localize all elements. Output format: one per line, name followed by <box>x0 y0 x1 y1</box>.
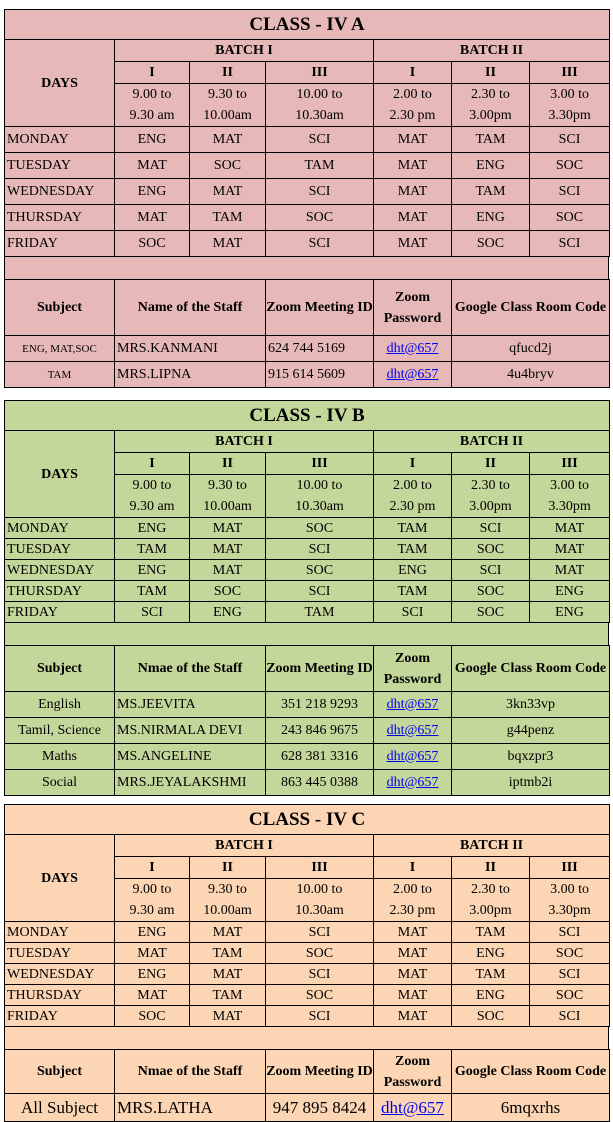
period-time: 9.30 to 10.00am <box>190 475 266 518</box>
period-time: 9.00 to 9.30 am <box>115 475 190 518</box>
table-row <box>5 922 610 943</box>
subject-cell: MAT <box>374 231 452 257</box>
period-header: III <box>266 62 374 84</box>
staff-subject: TAM <box>5 362 115 388</box>
subject-cell: SOC <box>266 943 374 964</box>
day-name: MONDAY <box>5 127 115 153</box>
staff-header: Nmae of the Staff <box>115 646 266 692</box>
subject-cell: TAM <box>374 581 452 602</box>
classroom-code: bqxzpr3 <box>452 744 610 770</box>
staff-header: Zoom Password <box>374 646 452 692</box>
table-row <box>5 518 610 539</box>
subject-cell: ENG <box>115 518 190 539</box>
subject-cell: MAT <box>374 922 452 943</box>
classroom-code: iptmb2i <box>452 770 610 796</box>
subject-cell: MAT <box>190 539 266 560</box>
subject-cell: ENG <box>530 581 610 602</box>
zoom-password-link[interactable]: dht@657 <box>386 774 439 790</box>
subject-cell: TAM <box>452 922 530 943</box>
table-row <box>5 362 610 388</box>
subject-cell: MAT <box>115 153 190 179</box>
subject-cell: SOC <box>266 985 374 1006</box>
table-row <box>5 560 610 581</box>
subject-cell: ENG <box>374 560 452 581</box>
period-time: 10.00 to 10.30am <box>266 475 374 518</box>
period-header: I <box>374 857 452 879</box>
table-row <box>5 692 610 718</box>
subject-cell: MAT <box>374 205 452 231</box>
period-time: 3.00 to 3.30pm <box>530 879 610 922</box>
subject-cell: SCI <box>452 560 530 581</box>
staff-name: MS.ANGELINE <box>115 744 266 770</box>
subject-cell: MAT <box>115 205 190 231</box>
table-row <box>5 127 610 153</box>
days-header: DAYS <box>5 40 115 127</box>
subject-cell: SOC <box>190 581 266 602</box>
subject-cell: SCI <box>374 602 452 623</box>
zoom-password-link[interactable]: dht@657 <box>386 722 439 738</box>
table-row <box>5 985 610 1006</box>
subject-cell: SCI <box>266 231 374 257</box>
zoom-password-cell <box>374 362 452 388</box>
period-header: I <box>115 857 190 879</box>
subject-cell: MAT <box>190 964 266 985</box>
zoom-password-link[interactable]: dht@657 <box>386 366 439 382</box>
subject-cell: TAM <box>115 581 190 602</box>
table-row <box>5 770 610 796</box>
days-header: DAYS <box>5 431 115 518</box>
subject-cell: TAM <box>452 964 530 985</box>
day-name: THURSDAY <box>5 985 115 1006</box>
day-name: FRIDAY <box>5 1006 115 1027</box>
subject-cell: SCI <box>115 602 190 623</box>
period-time: 2.00 to 2.30 pm <box>374 879 452 922</box>
zoom-password-cell <box>374 692 452 718</box>
zoom-password-cell <box>374 770 452 796</box>
subject-cell: SOC <box>266 560 374 581</box>
staff-subject: Tamil, Science <box>5 718 115 744</box>
period-header: II <box>190 453 266 475</box>
table-row <box>5 943 610 964</box>
subject-cell: TAM <box>374 518 452 539</box>
period-header: I <box>115 453 190 475</box>
classroom-code: qfucd2j <box>452 336 610 362</box>
table-row <box>5 581 610 602</box>
subject-cell: MAT <box>530 539 610 560</box>
staff-header: Google Class Room Code <box>452 1050 610 1094</box>
table-row <box>5 1094 610 1122</box>
staff-header: Nmae of the Staff <box>115 1050 266 1094</box>
section-spacer <box>4 1027 609 1049</box>
subject-cell: TAM <box>452 179 530 205</box>
subject-cell: SOC <box>530 985 610 1006</box>
period-header: II <box>452 857 530 879</box>
class-title: CLASS - IV C <box>5 805 610 835</box>
day-name: MONDAY <box>5 518 115 539</box>
table-row <box>5 964 610 985</box>
day-name: WEDNESDAY <box>5 964 115 985</box>
subject-cell: MAT <box>374 964 452 985</box>
subject-cell: SOC <box>530 943 610 964</box>
table-row <box>5 718 610 744</box>
class-iv-b-staff-table <box>4 645 610 796</box>
day-name: FRIDAY <box>5 231 115 257</box>
subject-cell: TAM <box>374 539 452 560</box>
subject-cell: ENG <box>115 922 190 943</box>
subject-cell: MAT <box>374 153 452 179</box>
subject-cell: MAT <box>374 127 452 153</box>
batch-1-header: BATCH I <box>115 40 374 62</box>
class-iv-a-section <box>4 9 609 388</box>
subject-cell: SCI <box>266 539 374 560</box>
subject-cell: MAT <box>374 1006 452 1027</box>
zoom-password-cell <box>374 718 452 744</box>
table-row <box>5 1006 610 1027</box>
subject-cell: MAT <box>374 179 452 205</box>
day-name: TUESDAY <box>5 539 115 560</box>
period-time: 10.00 to 10.30am <box>266 84 374 127</box>
staff-header: Zoom Meeting ID <box>266 1050 374 1094</box>
staff-name: MRS.KANMANI <box>115 336 266 362</box>
staff-name: MS.JEEVITA <box>115 692 266 718</box>
zoom-password-link[interactable]: dht@657 <box>386 340 439 356</box>
period-time: 2.00 to 2.30 pm <box>374 475 452 518</box>
subject-cell: SOC <box>530 153 610 179</box>
period-header: II <box>190 62 266 84</box>
subject-cell: ENG <box>452 153 530 179</box>
period-header: I <box>374 62 452 84</box>
subject-cell: SOC <box>115 231 190 257</box>
subject-cell: ENG <box>530 602 610 623</box>
zoom-password-cell <box>374 1094 452 1122</box>
subject-cell: SCI <box>530 179 610 205</box>
subject-cell: MAT <box>115 985 190 1006</box>
staff-name: MRS.LATHA <box>115 1094 266 1122</box>
subject-cell: SCI <box>266 179 374 205</box>
day-name: THURSDAY <box>5 205 115 231</box>
subject-cell: MAT <box>190 922 266 943</box>
subject-cell: MAT <box>190 1006 266 1027</box>
staff-header: Zoom Password <box>374 280 452 336</box>
batch-1-header: BATCH I <box>115 835 374 857</box>
subject-cell: SOC <box>190 153 266 179</box>
subject-cell: SCI <box>266 581 374 602</box>
day-name: FRIDAY <box>5 602 115 623</box>
staff-name: MRS.LIPNA <box>115 362 266 388</box>
class-iv-c-section <box>4 804 609 1122</box>
staff-header: Zoom Meeting ID <box>266 280 374 336</box>
zoom-meeting-id: 628 381 3316 <box>266 744 374 770</box>
section-spacer <box>4 257 609 279</box>
classroom-code: 3kn33vp <box>452 692 610 718</box>
staff-header: Subject <box>5 280 115 336</box>
batch-2-header: BATCH II <box>374 40 610 62</box>
staff-subject: Maths <box>5 744 115 770</box>
classroom-code: g44penz <box>452 718 610 744</box>
batch-1-header: BATCH I <box>115 431 374 453</box>
subject-cell: SOC <box>452 231 530 257</box>
subject-cell: SOC <box>452 1006 530 1027</box>
subject-cell: ENG <box>190 602 266 623</box>
staff-header: Name of the Staff <box>115 280 266 336</box>
subject-cell: TAM <box>452 127 530 153</box>
period-time: 2.00 to 2.30 pm <box>374 84 452 127</box>
staff-subject: ENG, MAT,SOC <box>5 336 115 362</box>
subject-cell: MAT <box>374 985 452 1006</box>
subject-cell: SCI <box>452 518 530 539</box>
day-name: TUESDAY <box>5 943 115 964</box>
staff-subject: Social <box>5 770 115 796</box>
zoom-password-link[interactable]: dht@657 <box>386 696 439 712</box>
subject-cell: MAT <box>530 518 610 539</box>
days-header: DAYS <box>5 835 115 922</box>
subject-cell: SOC <box>452 539 530 560</box>
classroom-code: 6mqxrhs <box>452 1094 610 1122</box>
class-iv-a-staff-table <box>4 279 610 388</box>
subject-cell: MAT <box>530 560 610 581</box>
day-name: TUESDAY <box>5 153 115 179</box>
day-name: WEDNESDAY <box>5 179 115 205</box>
subject-cell: TAM <box>115 539 190 560</box>
subject-cell: ENG <box>115 560 190 581</box>
staff-name: MRS.JEYALAKSHMI <box>115 770 266 796</box>
period-time: 3.00 to 3.30pm <box>530 84 610 127</box>
zoom-meeting-id: 624 744 5169 <box>266 336 374 362</box>
class-iv-b-section <box>4 400 609 796</box>
subject-cell: SCI <box>530 1006 610 1027</box>
subject-cell: SCI <box>530 231 610 257</box>
period-header: II <box>452 453 530 475</box>
subject-cell: TAM <box>190 205 266 231</box>
subject-cell: MAT <box>190 518 266 539</box>
staff-header: Zoom Password <box>374 1050 452 1094</box>
table-row <box>5 153 610 179</box>
zoom-meeting-id: 947 895 8424 <box>266 1094 374 1122</box>
subject-cell: ENG <box>452 943 530 964</box>
subject-cell: SOC <box>266 518 374 539</box>
subject-cell: ENG <box>115 179 190 205</box>
period-header: I <box>115 62 190 84</box>
subject-cell: TAM <box>190 985 266 1006</box>
period-time: 3.00 to 3.30pm <box>530 475 610 518</box>
staff-header: Subject <box>5 1050 115 1094</box>
subject-cell: MAT <box>190 127 266 153</box>
class-title: CLASS - IV A <box>5 10 610 40</box>
period-header: II <box>190 857 266 879</box>
period-time: 2.30 to 3.00pm <box>452 879 530 922</box>
subject-cell: SOC <box>266 205 374 231</box>
period-time: 9.30 to 10.00am <box>190 84 266 127</box>
batch-2-header: BATCH II <box>374 431 610 453</box>
table-row <box>5 602 610 623</box>
subject-cell: SCI <box>266 1006 374 1027</box>
section-spacer <box>4 623 609 645</box>
staff-header: Google Class Room Code <box>452 646 610 692</box>
subject-cell: MAT <box>190 179 266 205</box>
subject-cell: MAT <box>190 560 266 581</box>
class-iv-c-staff-table <box>4 1049 610 1122</box>
day-name: WEDNESDAY <box>5 560 115 581</box>
subject-cell: MAT <box>190 231 266 257</box>
period-header: III <box>530 857 610 879</box>
subject-cell: MAT <box>115 943 190 964</box>
zoom-password-link[interactable]: dht@657 <box>381 1097 444 1117</box>
subject-cell: SCI <box>530 964 610 985</box>
zoom-meeting-id: 351 218 9293 <box>266 692 374 718</box>
zoom-password-cell <box>374 336 452 362</box>
subject-cell: ENG <box>115 127 190 153</box>
subject-cell: SOC <box>452 581 530 602</box>
class-iv-a-timetable <box>4 9 610 257</box>
staff-subject: English <box>5 692 115 718</box>
table-row <box>5 744 610 770</box>
table-row <box>5 205 610 231</box>
class-iv-b-timetable <box>4 400 610 623</box>
subject-cell: TAM <box>266 153 374 179</box>
period-time: 9.30 to 10.00am <box>190 879 266 922</box>
subject-cell: ENG <box>115 964 190 985</box>
class-title: CLASS - IV B <box>5 401 610 431</box>
period-header: II <box>452 62 530 84</box>
zoom-meeting-id: 243 846 9675 <box>266 718 374 744</box>
day-name: THURSDAY <box>5 581 115 602</box>
table-row <box>5 231 610 257</box>
period-time: 10.00 to 10.30am <box>266 879 374 922</box>
zoom-password-link[interactable]: dht@657 <box>386 748 439 764</box>
classroom-code: 4u4bryv <box>452 362 610 388</box>
staff-name: MS.NIRMALA DEVI <box>115 718 266 744</box>
subject-cell: SCI <box>266 922 374 943</box>
period-time: 9.00 to 9.30 am <box>115 879 190 922</box>
subject-cell: SOC <box>530 205 610 231</box>
subject-cell: SOC <box>452 602 530 623</box>
class-iv-c-timetable <box>4 804 610 1027</box>
period-header: III <box>266 857 374 879</box>
subject-cell: TAM <box>190 943 266 964</box>
period-time: 2.30 to 3.00pm <box>452 475 530 518</box>
subject-cell: ENG <box>452 985 530 1006</box>
subject-cell: SOC <box>115 1006 190 1027</box>
staff-header: Zoom Meeting ID <box>266 646 374 692</box>
subject-cell: SCI <box>530 922 610 943</box>
day-name: MONDAY <box>5 922 115 943</box>
table-row <box>5 336 610 362</box>
period-header: III <box>530 62 610 84</box>
batch-2-header: BATCH II <box>374 835 610 857</box>
zoom-password-cell <box>374 744 452 770</box>
subject-cell: SCI <box>266 964 374 985</box>
period-header: III <box>530 453 610 475</box>
table-row <box>5 179 610 205</box>
subject-cell: ENG <box>452 205 530 231</box>
staff-header: Subject <box>5 646 115 692</box>
subject-cell: SCI <box>530 127 610 153</box>
period-header: I <box>374 453 452 475</box>
period-time: 2.30 to 3.00pm <box>452 84 530 127</box>
staff-subject: All Subject <box>5 1094 115 1122</box>
zoom-meeting-id: 915 614 5609 <box>266 362 374 388</box>
subject-cell: MAT <box>374 943 452 964</box>
table-row <box>5 539 610 560</box>
subject-cell: SCI <box>266 127 374 153</box>
period-header: III <box>266 453 374 475</box>
subject-cell: TAM <box>266 602 374 623</box>
staff-header: Google Class Room Code <box>452 280 610 336</box>
zoom-meeting-id: 863 445 0388 <box>266 770 374 796</box>
period-time: 9.00 to 9.30 am <box>115 84 190 127</box>
